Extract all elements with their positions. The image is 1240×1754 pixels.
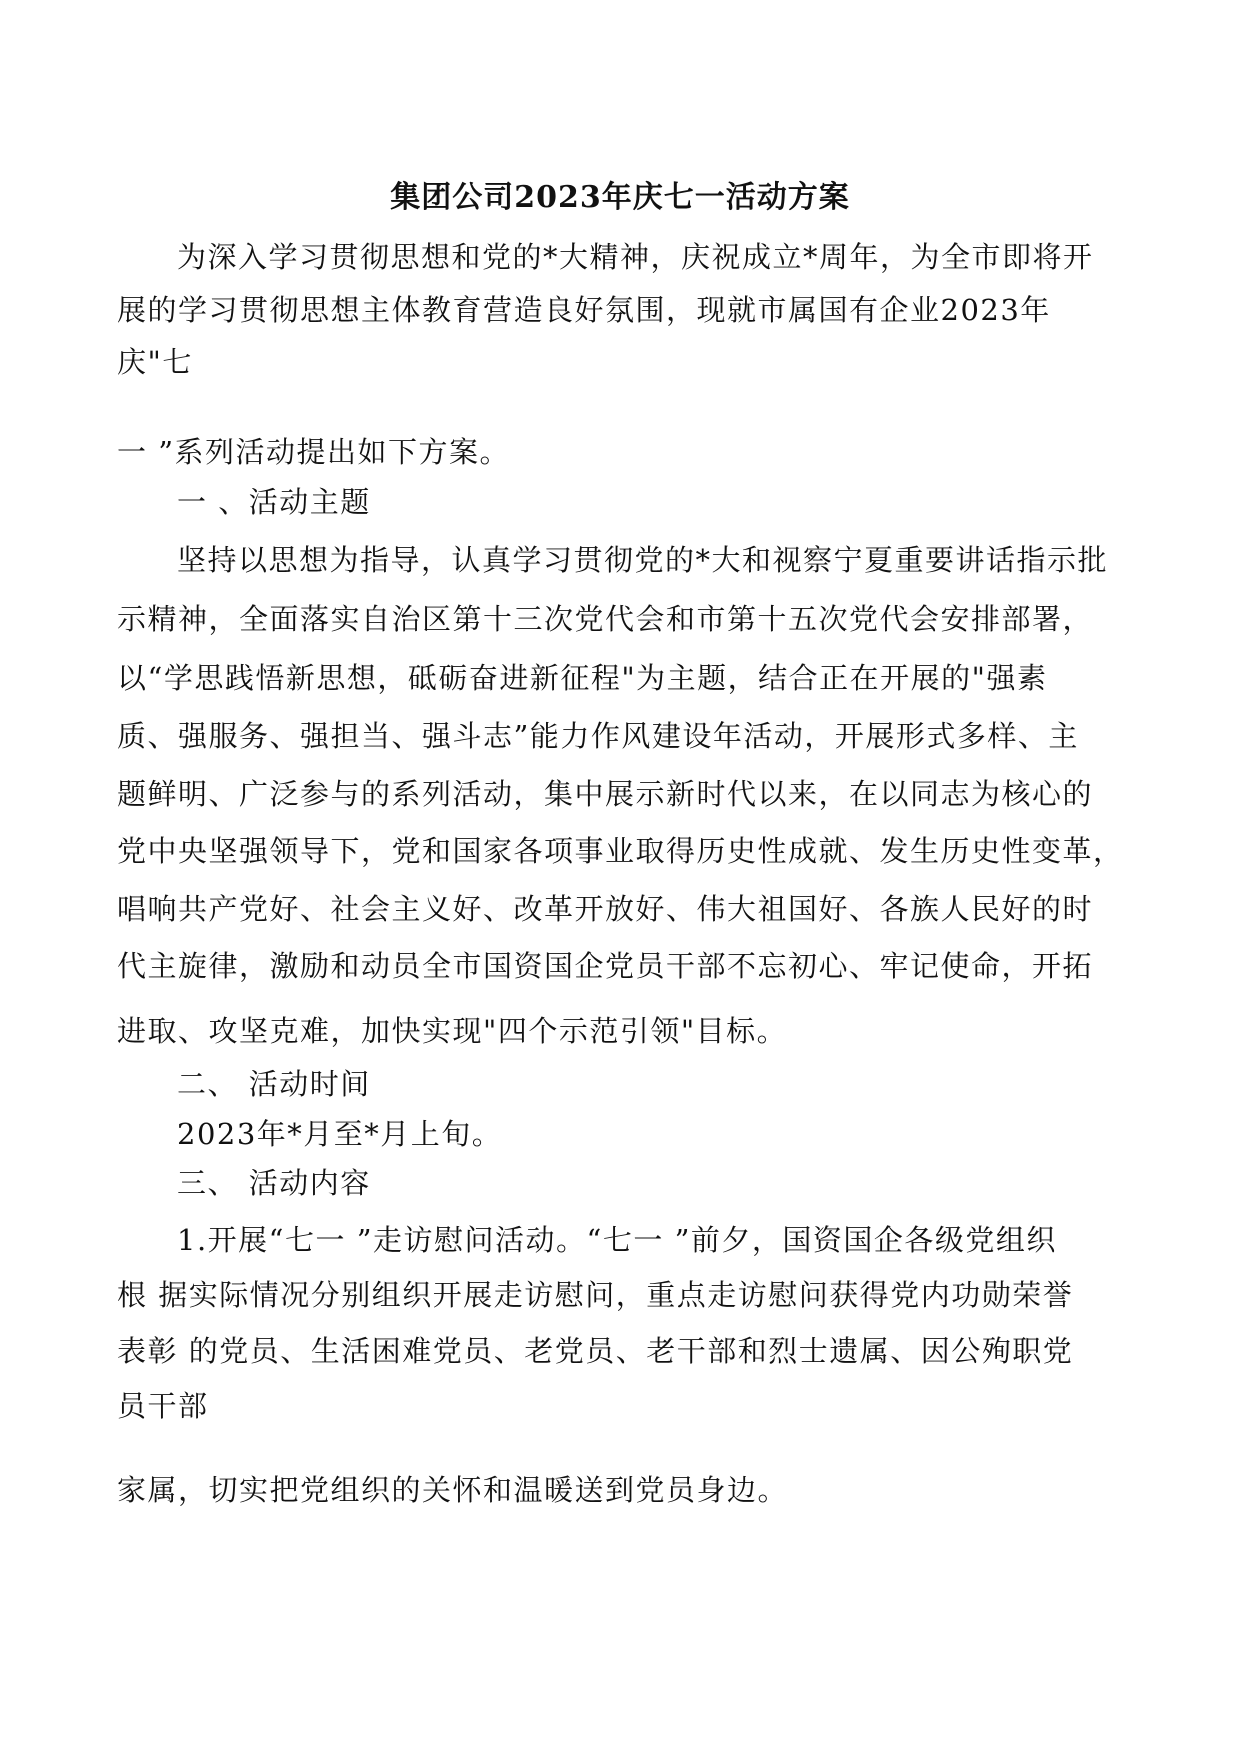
paragraph-line: 2023年*月至*月上旬。 [177, 1117, 503, 1151]
paragraph-line: 党中央坚强领导下，党和国家各项事业取得历史性成就、发生历史性变革， [117, 834, 1124, 868]
paragraph-line: 示精神，全面落实自治区第十三次党代会和市第十五次党代会安排部署， [117, 602, 1094, 636]
paragraph-line: 根 据实际情况分别组织开展走访慰问，重点走访慰问获得党内功勋荣誉 [117, 1278, 1074, 1312]
paragraph-line: 以“学思践悟新思想，砥砺奋进新征程"为主题，结合正在开展的"强素 [117, 661, 1048, 695]
section-heading-content: 三、 活动内容 [177, 1166, 371, 1200]
paragraph-line: 展的学习贯彻思想主体教育营造良好氛围，现就市属国有企业2023年 [117, 293, 1051, 327]
paragraph-line: 一 ”系列活动提出如下方案。 [117, 435, 511, 469]
paragraph-line: 进取、攻坚克难，加快实现"四个示范引领"目标。 [117, 1014, 788, 1048]
paragraph-line: 坚持以思想为指导，认真学习贯彻党的*大和视察宁夏重要讲话指示批 [177, 543, 1109, 577]
paragraph-line: 家属，切实把党组织的关怀和温暖送到党员身边。 [117, 1473, 789, 1507]
paragraph-line: 题鲜明、广泛参与的系列活动，集中展示新时代以来，在以同志为核心的 [117, 777, 1094, 811]
section-heading-theme: 一 、活动主题 [177, 485, 371, 519]
document-title: 集团公司2023年庆七一活动方案 [390, 180, 850, 215]
paragraph-line: 表彰 的党员、生活困难党员、老党员、老干部和烈士遗属、因公殉职党 [117, 1334, 1074, 1368]
paragraph-line: 质、强服务、强担当、强斗志”能力作风建设年活动，开展形式多样、主 [117, 719, 1079, 753]
paragraph-line: 代主旋律，激励和动员全市国资国企党员干部不忘初心、牢记使命，开拓 [117, 949, 1094, 983]
paragraph-line: 庆"七 [117, 345, 193, 379]
paragraph-line: 1.开展“七一 ”走访慰问活动。“七一 ”前夕，国资国企各级党组织 [177, 1223, 1057, 1257]
paragraph-line: 唱响共产党好、社会主义好、改革开放好、伟大祖国好、各族人民好的时 [117, 892, 1094, 926]
paragraph-line: 员干部 [117, 1389, 209, 1423]
section-heading-time: 二、 活动时间 [177, 1067, 371, 1101]
paragraph-line: 为深入学习贯彻思想和党的*大精神，庆祝成立*周年，为全市即将开 [177, 240, 1094, 274]
